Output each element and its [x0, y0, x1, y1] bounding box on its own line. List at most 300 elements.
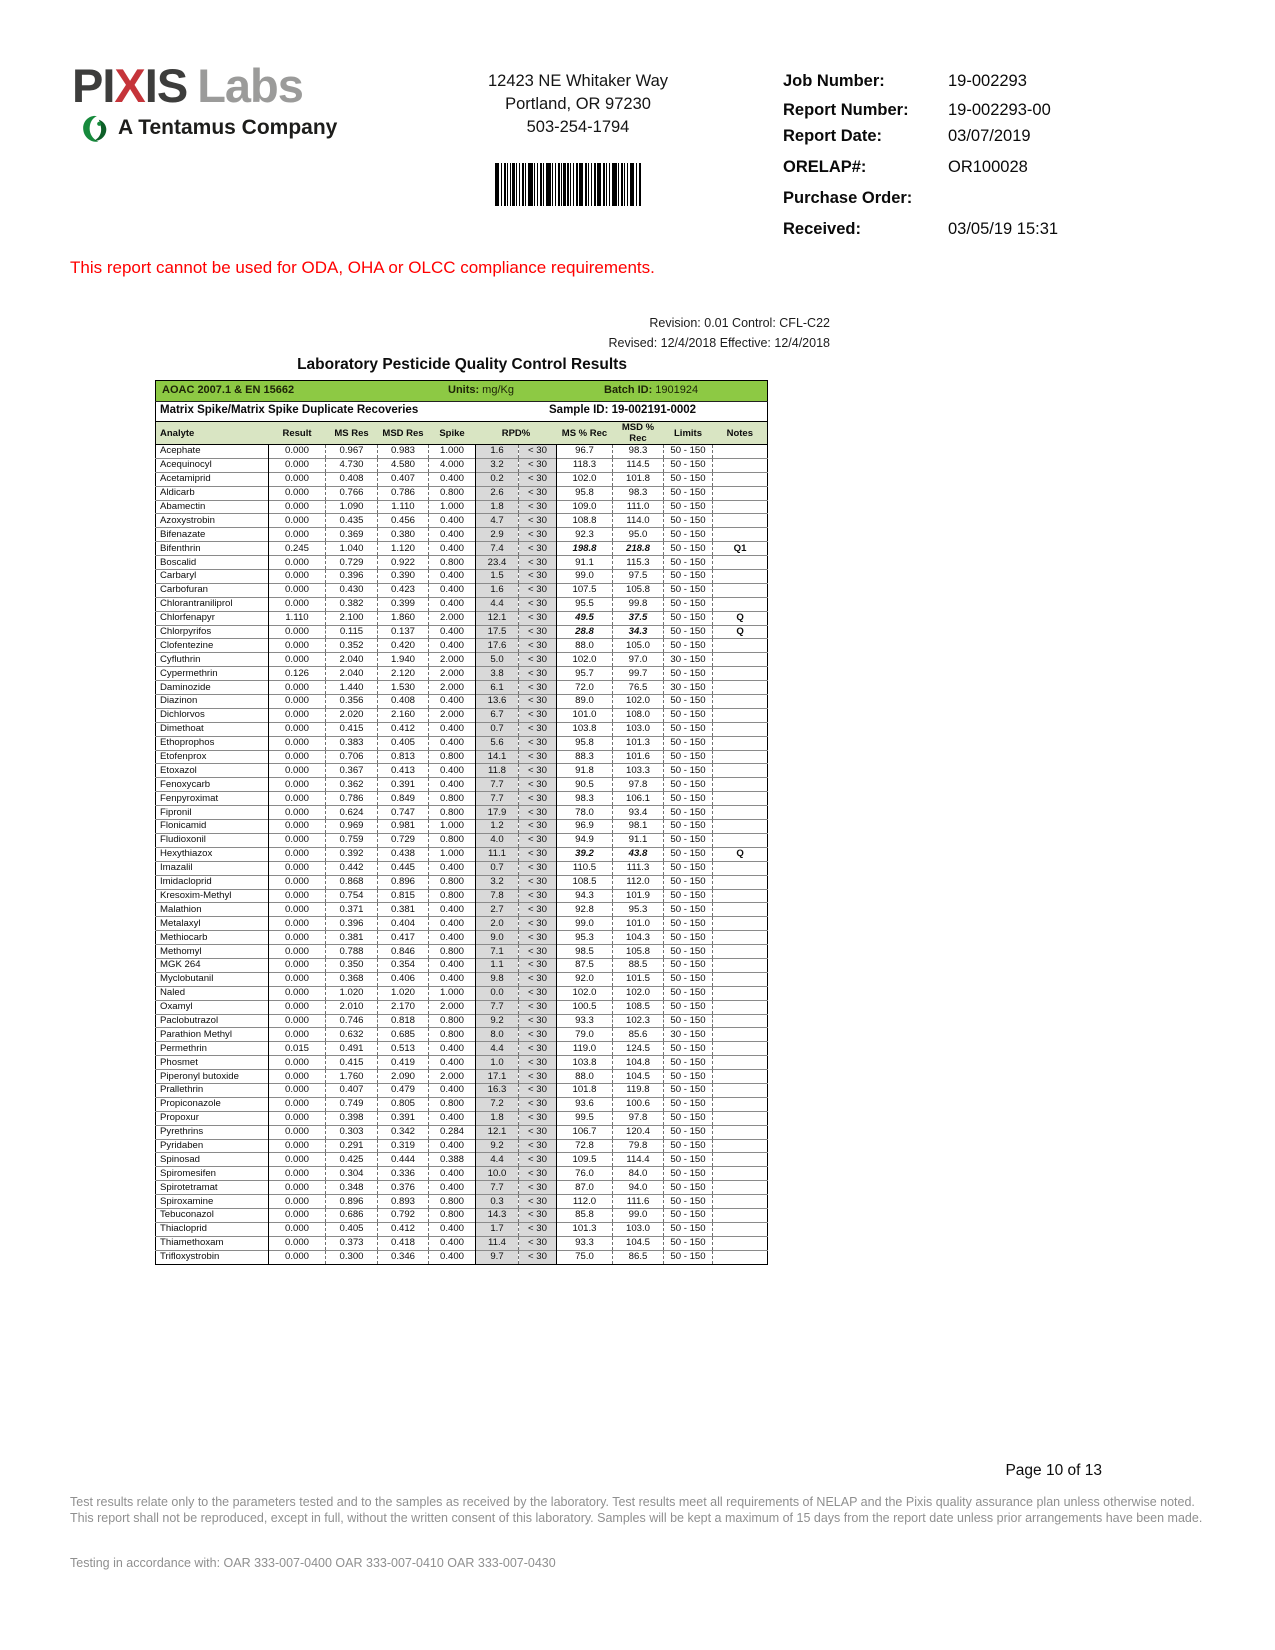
cell-rpd: 4.4 [476, 1153, 519, 1167]
table-row [156, 542, 768, 556]
cell-rpd: 9.2 [476, 1139, 519, 1153]
cell-msd_res: 0.983 [378, 445, 429, 459]
cell-note [713, 1236, 768, 1250]
cell-result: 0.000 [269, 1125, 326, 1139]
column-header-row [156, 422, 768, 445]
cell-msd_res: 1.530 [378, 681, 429, 695]
section-title: Matrix Spike/Matrix Spike Duplicate Recoveries [160, 404, 419, 416]
cell-msd_rec: 124.5 [613, 1042, 664, 1056]
cell-rpd: 4.4 [476, 597, 519, 611]
cell-analyte: Methomyl [156, 945, 269, 959]
cell-msd_res: 0.479 [378, 1083, 429, 1097]
cell-ms_rec: 118.3 [557, 458, 613, 472]
cell-msd_res: 0.407 [378, 472, 429, 486]
cell-msd_rec: 91.1 [613, 833, 664, 847]
cell-ms_res: 0.442 [326, 861, 378, 875]
cell-msd_rec: 97.8 [613, 1111, 664, 1125]
cell-rpd: 11.1 [476, 847, 519, 861]
cell-ms_res: 0.369 [326, 528, 378, 542]
cell-spike: 0.400 [429, 972, 476, 986]
cell-rpd: 1.6 [476, 583, 519, 597]
cell-msd_rec: 79.8 [613, 1139, 664, 1153]
cell-ms_rec: 90.5 [557, 778, 613, 792]
cell-note [713, 917, 768, 931]
cell-ms_rec: 102.0 [557, 986, 613, 1000]
cell-analyte: Malathion [156, 903, 269, 917]
cell-ms_rec: 93.3 [557, 1014, 613, 1028]
cell-result: 0.000 [269, 1250, 326, 1264]
cell-rpd: 14.1 [476, 750, 519, 764]
section-bar-row [156, 402, 768, 422]
cell-msd_res: 0.376 [378, 1181, 429, 1195]
cell-result: 0.000 [269, 1000, 326, 1014]
address-line-3: 503-254-1794 [526, 118, 630, 136]
cell-result: 0.000 [269, 806, 326, 820]
cell-note [713, 736, 768, 750]
cell-spike: 0.400 [429, 931, 476, 945]
table-title: Laboratory Pesticide Quality Control Results [297, 356, 627, 373]
qc-table [155, 380, 768, 1265]
cell-msd_res: 0.818 [378, 1014, 429, 1028]
cell-spike: 1.000 [429, 445, 476, 459]
cell-ms_rec: 39.2 [557, 847, 613, 861]
cell-spike: 0.400 [429, 542, 476, 556]
cell-ms_rec: 108.5 [557, 875, 613, 889]
compliance-warning: This report cannot be used for ODA, OHA or OLCC compliance requirements. [70, 258, 655, 277]
cell-result: 0.000 [269, 1195, 326, 1209]
cell-ms_res: 0.115 [326, 625, 378, 639]
cell-ms_res: 0.746 [326, 1014, 378, 1028]
cell-limits: 50 - 150 [664, 1222, 713, 1236]
table-row [156, 820, 768, 834]
purchase-order-label: Purchase Order: [783, 189, 913, 207]
cell-msd_res: 0.408 [378, 695, 429, 709]
cell-rpd: 16.3 [476, 1083, 519, 1097]
cell-note [713, 1042, 768, 1056]
report-number-row [783, 101, 1203, 120]
cell-spike: 0.400 [429, 472, 476, 486]
cell-rpd: 7.1 [476, 945, 519, 959]
sample-id-label: Sample ID: [549, 404, 609, 416]
cell-ms_res: 2.020 [326, 708, 378, 722]
cell-msd_res: 0.922 [378, 556, 429, 570]
cell-limits: 50 - 150 [664, 1125, 713, 1139]
col-limits: Limits [664, 422, 713, 445]
cell-ms_rec: 119.0 [557, 1042, 613, 1056]
cell-rpd_limit: < 30 [519, 1097, 557, 1111]
cell-rpd_limit: < 30 [519, 917, 557, 931]
cell-msd_rec: 84.0 [613, 1167, 664, 1181]
cell-limits: 50 - 150 [664, 1111, 713, 1125]
cell-rpd_limit: < 30 [519, 792, 557, 806]
cell-msd_rec: 85.6 [613, 1028, 664, 1042]
table-row [156, 486, 768, 500]
cell-limits: 50 - 150 [664, 695, 713, 709]
table-row [156, 875, 768, 889]
cell-analyte: Acequinocyl [156, 458, 269, 472]
cell-spike: 0.800 [429, 889, 476, 903]
cell-rpd_limit: < 30 [519, 778, 557, 792]
cell-spike: 0.400 [429, 639, 476, 653]
cell-limits: 50 - 150 [664, 1056, 713, 1070]
cell-spike: 0.400 [429, 1042, 476, 1056]
cell-msd_res: 0.805 [378, 1097, 429, 1111]
cell-analyte: Imazalil [156, 861, 269, 875]
cell-note [713, 861, 768, 875]
cell-ms_rec: 99.0 [557, 917, 613, 931]
cell-msd_res: 0.391 [378, 1111, 429, 1125]
cell-result: 0.000 [269, 708, 326, 722]
cell-spike: 0.400 [429, 1250, 476, 1264]
cell-msd_res: 0.849 [378, 792, 429, 806]
cell-rpd_limit: < 30 [519, 847, 557, 861]
table-row [156, 806, 768, 820]
cell-limits: 50 - 150 [664, 986, 713, 1000]
cell-analyte: Chlorantraniliprol [156, 597, 269, 611]
received-label: Received: [783, 220, 861, 238]
table-row [156, 445, 768, 459]
cell-analyte: Piperonyl butoxide [156, 1070, 269, 1084]
cell-result: 0.000 [269, 597, 326, 611]
cell-rpd: 4.7 [476, 514, 519, 528]
batch-id-field [604, 384, 698, 396]
cell-spike: 0.400 [429, 1139, 476, 1153]
cell-result: 0.000 [269, 1070, 326, 1084]
cell-rpd: 12.1 [476, 1125, 519, 1139]
cell-analyte: Cypermethrin [156, 667, 269, 681]
cell-rpd: 9.7 [476, 1250, 519, 1264]
cell-note [713, 458, 768, 472]
cell-msd_rec: 108.0 [613, 708, 664, 722]
cell-result: 0.000 [269, 486, 326, 500]
table-row [156, 958, 768, 972]
cell-limits: 50 - 150 [664, 1236, 713, 1250]
table-row [156, 500, 768, 514]
cell-msd_rec: 34.3 [613, 625, 664, 639]
cell-limits: 50 - 150 [664, 597, 713, 611]
cell-msd_rec: 101.9 [613, 889, 664, 903]
cell-ms_res: 0.435 [326, 514, 378, 528]
cell-note [713, 833, 768, 847]
cell-note [713, 681, 768, 695]
cell-msd_res: 0.319 [378, 1139, 429, 1153]
table-row [156, 1097, 768, 1111]
page-number: Page 10 of 13 [1005, 1462, 1102, 1479]
logo-text-pi: PI [72, 59, 115, 112]
cell-analyte: Chlorpyrifos [156, 625, 269, 639]
cell-msd_rec: 101.3 [613, 736, 664, 750]
cell-ms_rec: 107.5 [557, 583, 613, 597]
cell-msd_rec: 102.3 [613, 1014, 664, 1028]
table-row [156, 1208, 768, 1222]
cell-ms_rec: 95.7 [557, 667, 613, 681]
cell-ms_rec: 96.7 [557, 445, 613, 459]
cell-rpd: 12.1 [476, 611, 519, 625]
cell-rpd_limit: < 30 [519, 597, 557, 611]
cell-limits: 50 - 150 [664, 1042, 713, 1056]
cell-ms_rec: 94.3 [557, 889, 613, 903]
cell-note: Q1 [713, 542, 768, 556]
cell-analyte: Diazinon [156, 695, 269, 709]
cell-ms_res: 0.373 [326, 1236, 378, 1250]
cell-msd_rec: 93.4 [613, 806, 664, 820]
cell-rpd_limit: < 30 [519, 639, 557, 653]
cell-msd_rec: 102.0 [613, 695, 664, 709]
cell-msd_rec: 114.4 [613, 1153, 664, 1167]
cell-note [713, 722, 768, 736]
cell-analyte: Spirotetramat [156, 1181, 269, 1195]
cell-rpd_limit: < 30 [519, 1222, 557, 1236]
cell-msd_res: 1.940 [378, 653, 429, 667]
cell-rpd: 2.9 [476, 528, 519, 542]
cell-msd_res: 0.445 [378, 861, 429, 875]
footer-accordance: Testing in accordance with: OAR 333-007-0400 OAR 333-007-0410 OAR 333-007-0430 [70, 1556, 556, 1570]
cell-rpd: 17.9 [476, 806, 519, 820]
cell-rpd_limit: < 30 [519, 1208, 557, 1222]
cell-ms_rec: 92.3 [557, 528, 613, 542]
cell-ms_res: 2.040 [326, 667, 378, 681]
cell-ms_rec: 87.5 [557, 958, 613, 972]
cell-rpd: 3.8 [476, 667, 519, 681]
cell-ms_res: 0.759 [326, 833, 378, 847]
cell-msd_rec: 95.3 [613, 903, 664, 917]
cell-rpd: 2.0 [476, 917, 519, 931]
cell-msd_rec: 99.8 [613, 597, 664, 611]
cell-limits: 50 - 150 [664, 1250, 713, 1264]
cell-msd_rec: 119.8 [613, 1083, 664, 1097]
cell-rpd_limit: < 30 [519, 1125, 557, 1139]
cell-ms_rec: 108.8 [557, 514, 613, 528]
revision-line-2: Revised: 12/4/2018 Effective: 12/4/2018 [608, 336, 830, 350]
cell-note [713, 972, 768, 986]
cell-rpd: 8.0 [476, 1028, 519, 1042]
cell-spike: 0.400 [429, 764, 476, 778]
cell-spike: 0.400 [429, 958, 476, 972]
received-row [783, 220, 1203, 239]
cell-msd_rec: 120.4 [613, 1125, 664, 1139]
cell-ms_res: 1.020 [326, 986, 378, 1000]
cell-rpd: 9.0 [476, 931, 519, 945]
cell-rpd: 14.3 [476, 1208, 519, 1222]
cell-limits: 50 - 150 [664, 764, 713, 778]
cell-result: 0.000 [269, 1111, 326, 1125]
cell-rpd_limit: < 30 [519, 514, 557, 528]
logo-text-x: X [114, 59, 145, 112]
cell-result: 0.000 [269, 1139, 326, 1153]
table-row [156, 1222, 768, 1236]
cell-ms_rec: 72.8 [557, 1139, 613, 1153]
cell-rpd: 1.8 [476, 1111, 519, 1125]
cell-analyte: Naled [156, 986, 269, 1000]
cell-msd_res: 0.419 [378, 1056, 429, 1070]
cell-msd_res: 0.438 [378, 847, 429, 861]
cell-ms_rec: 101.8 [557, 1083, 613, 1097]
cell-spike: 0.800 [429, 1014, 476, 1028]
units-label: Units: [448, 384, 480, 396]
cell-note [713, 1208, 768, 1222]
cell-rpd_limit: < 30 [519, 458, 557, 472]
cell-limits: 50 - 150 [664, 958, 713, 972]
cell-note [713, 806, 768, 820]
table-row [156, 611, 768, 625]
cell-analyte: Bifenthrin [156, 542, 269, 556]
cell-result: 0.000 [269, 681, 326, 695]
cell-msd_res: 0.405 [378, 736, 429, 750]
cell-limits: 50 - 150 [664, 1167, 713, 1181]
cell-limits: 50 - 150 [664, 972, 713, 986]
cell-ms_res: 0.383 [326, 736, 378, 750]
cell-msd_rec: 88.5 [613, 958, 664, 972]
cell-limits: 50 - 150 [664, 820, 713, 834]
cell-ms_rec: 72.0 [557, 681, 613, 695]
cell-result: 0.000 [269, 458, 326, 472]
cell-analyte: Paclobutrazol [156, 1014, 269, 1028]
col-notes: Notes [713, 422, 768, 445]
cell-rpd: 1.1 [476, 958, 519, 972]
cell-rpd: 7.7 [476, 778, 519, 792]
cell-result: 0.000 [269, 778, 326, 792]
cell-msd_res: 0.413 [378, 764, 429, 778]
cell-msd_res: 0.342 [378, 1125, 429, 1139]
table-row [156, 653, 768, 667]
cell-rpd: 2.7 [476, 903, 519, 917]
cell-limits: 50 - 150 [664, 570, 713, 584]
col-rpd: RPD% [476, 422, 557, 445]
cell-spike: 0.800 [429, 556, 476, 570]
cell-ms_res: 0.686 [326, 1208, 378, 1222]
table-row [156, 972, 768, 986]
table-row [156, 736, 768, 750]
cell-note [713, 750, 768, 764]
cell-msd_rec: 100.6 [613, 1097, 664, 1111]
cell-rpd_limit: < 30 [519, 1195, 557, 1209]
cell-limits: 50 - 150 [664, 500, 713, 514]
cell-analyte: Metalaxyl [156, 917, 269, 931]
cell-msd_rec: 104.3 [613, 931, 664, 945]
cell-ms_res: 0.415 [326, 722, 378, 736]
cell-result: 0.000 [269, 1167, 326, 1181]
cell-note [713, 1153, 768, 1167]
cell-ms_res: 1.760 [326, 1070, 378, 1084]
cell-limits: 50 - 150 [664, 514, 713, 528]
cell-msd_res: 0.380 [378, 528, 429, 542]
sample-id-field [549, 404, 696, 416]
cell-rpd: 11.8 [476, 764, 519, 778]
cell-rpd: 4.0 [476, 833, 519, 847]
cell-spike: 4.000 [429, 458, 476, 472]
cell-ms_rec: 103.8 [557, 722, 613, 736]
cell-rpd: 7.7 [476, 792, 519, 806]
cell-result: 0.000 [269, 1097, 326, 1111]
cell-limits: 50 - 150 [664, 667, 713, 681]
cell-note [713, 653, 768, 667]
cell-ms_rec: 79.0 [557, 1028, 613, 1042]
cell-note [713, 1070, 768, 1084]
cell-spike: 0.800 [429, 806, 476, 820]
cell-rpd: 0.3 [476, 1195, 519, 1209]
table-row [156, 833, 768, 847]
cell-rpd: 0.2 [476, 472, 519, 486]
cell-result: 0.000 [269, 570, 326, 584]
cell-ms_rec: 198.8 [557, 542, 613, 556]
cell-msd_res: 0.729 [378, 833, 429, 847]
cell-ms_res: 0.788 [326, 945, 378, 959]
cell-ms_rec: 95.5 [557, 597, 613, 611]
cell-rpd_limit: < 30 [519, 667, 557, 681]
cell-msd_rec: 101.0 [613, 917, 664, 931]
cell-analyte: Kresoxim-Methyl [156, 889, 269, 903]
cell-analyte: Acephate [160, 445, 201, 457]
cell-analyte: Permethrin [156, 1042, 269, 1056]
cell-rpd_limit: < 30 [519, 1167, 557, 1181]
cell-rpd_limit: < 30 [519, 653, 557, 667]
cell-ms_res: 0.362 [326, 778, 378, 792]
cell-result: 0.000 [269, 820, 326, 834]
cell-spike: 1.000 [429, 986, 476, 1000]
cell-msd_rec: 103.0 [613, 1222, 664, 1236]
cell-rpd: 0.0 [476, 986, 519, 1000]
cell-result: 0.000 [269, 847, 326, 861]
cell-msd_rec: 101.5 [613, 972, 664, 986]
sample-id-value: 19-002191-0002 [611, 404, 697, 416]
cell-msd_res: 0.420 [378, 639, 429, 653]
cell-ms_rec: 95.3 [557, 931, 613, 945]
cell-limits: 50 - 150 [664, 1139, 713, 1153]
table-row [156, 625, 768, 639]
cell-analyte: Pyridaben [156, 1139, 269, 1153]
cell-rpd_limit: < 30 [519, 750, 557, 764]
cell-msd_rec: 112.0 [613, 875, 664, 889]
table-row [156, 639, 768, 653]
cell-note [713, 1111, 768, 1125]
cell-note [713, 1167, 768, 1181]
cell-ms_rec: 91.1 [557, 556, 613, 570]
cell-rpd_limit: < 30 [519, 722, 557, 736]
cell-spike: 2.000 [429, 1000, 476, 1014]
cell-rpd_limit: < 30 [519, 945, 557, 959]
cell-ms_rec: 109.0 [557, 500, 613, 514]
logo-text-is: IS [144, 59, 188, 112]
cell-limits: 50 - 150 [664, 1070, 713, 1084]
table-row [156, 1236, 768, 1250]
cell-msd_rec: 97.0 [613, 653, 664, 667]
cell-msd_res: 0.412 [378, 722, 429, 736]
cell-ms_res: 0.352 [326, 639, 378, 653]
cell-ms_res: 0.396 [326, 570, 378, 584]
cell-result: 0.245 [269, 542, 326, 556]
cell-msd_rec: 218.8 [613, 542, 664, 556]
cell-spike: 2.000 [429, 681, 476, 695]
job-info-block [783, 72, 1203, 249]
cell-msd_rec: 86.5 [613, 1250, 664, 1264]
cell-analyte: Myclobutanil [156, 972, 269, 986]
cell-ms_rec: 95.8 [557, 486, 613, 500]
lab-address [438, 70, 718, 139]
col-msd-res: MSD Res [378, 422, 429, 445]
cell-ms_rec: 101.3 [557, 1222, 613, 1236]
cell-msd_rec: 104.5 [613, 1070, 664, 1084]
cell-limits: 50 - 150 [664, 903, 713, 917]
cell-rpd_limit: < 30 [519, 1028, 557, 1042]
cell-analyte: Tebuconazol [156, 1208, 269, 1222]
cell-spike: 0.400 [429, 778, 476, 792]
cell-note [713, 1195, 768, 1209]
batch-id-value: 1901924 [655, 384, 699, 396]
cell-result: 0.000 [269, 750, 326, 764]
cell-result: 0.000 [269, 500, 326, 514]
cell-ms_res: 0.896 [326, 1195, 378, 1209]
col-ms-rec: MS % Rec [557, 422, 613, 445]
